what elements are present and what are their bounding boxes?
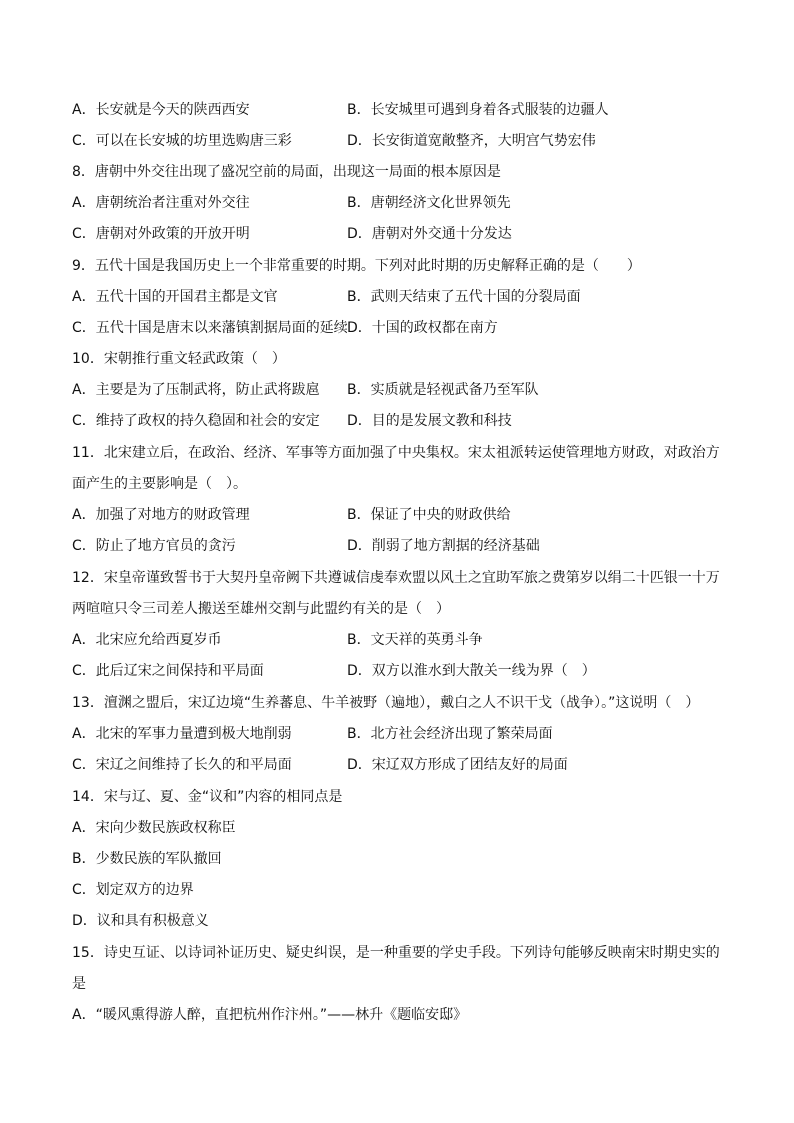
q13-option-d: D．宋辽双方形成了团结友好的局面 <box>347 757 568 773</box>
q12-stem-line-1: 12．宋皇帝谨致誓书于大契丹皇帝阙下共遵诚信虔奉欢盟以风土之宜助军旅之费第岁以绢二十匹银一十万 <box>72 570 720 586</box>
q13-option-a: A．北宋的军事力量遭到极大地削弱 <box>72 726 292 742</box>
q11-stem-line-2: 面产生的主要影响是（ ）。 <box>72 476 247 492</box>
q13-stem: 13．澶渊之盟后，宋辽边境“生养蕃息、牛羊被野（遍地），戴白之人不识干戈（战争）。”这说明（ ） <box>72 695 700 711</box>
q12-stem-line-2: 两喧喧只令三司差人搬送至雄州交割与此盟约有关的是（ ） <box>72 601 450 617</box>
q13-option-c: C．宋辽之间维持了长久的和平局面 <box>72 757 292 773</box>
q8-option-b: B．唐朝经济文化世界领先 <box>347 195 511 211</box>
q14-option-a: A．宋向少数民族政权称臣 <box>72 820 236 836</box>
q11-option-b: B．保证了中央的财政供给 <box>347 507 511 523</box>
q15-stem-line-1: 15．诗史互证、以诗词补证历史、疑史纠误，是一种重要的学史手段。下列诗句能够反映南宋时期史实的 <box>72 945 720 961</box>
q11-option-c: C．防止了地方官员的贪污 <box>72 538 236 554</box>
q14-stem: 14．宋与辽、夏、金“议和”内容的相同点是 <box>72 789 343 805</box>
q12-option-c: C．此后辽宋之间保持和平局面 <box>72 663 264 679</box>
q13-option-b: B．北方社会经济出现了繁荣局面 <box>347 726 553 742</box>
q8-option-a: A．唐朝统治者注重对外交往 <box>72 195 250 211</box>
q9-option-b: B．武则天结束了五代十国的分裂局面 <box>347 289 581 305</box>
q9-option-c: C．五代十国是唐末以来藩镇割据局面的延续 <box>72 320 348 336</box>
q7-option-b: B．长安城里可遇到身着各式服装的边疆人 <box>347 102 609 118</box>
q8-stem: 8．唐朝中外交往出现了盛况空前的局面，出现这一局面的根本原因是 <box>72 164 501 180</box>
q11-option-a: A．加强了对地方的财政管理 <box>72 507 250 523</box>
q9-stem: 9．五代十国是我国历史上一个非常重要的时期。下列对此时期的历史解释正确的是（ ） <box>72 258 641 274</box>
q11-stem-line-1: 11．北宋建立后，在政治、经济、军事等方面加强了中央集权。宋太祖派转运使管理地方财政，对政治方 <box>72 445 720 461</box>
q10-option-a: A．主要是为了压制武将，防止武将跋扈 <box>72 382 320 398</box>
q12-option-b: B．文天祥的英勇斗争 <box>347 632 483 648</box>
q12-option-d: D．双方以淮水到大散关一线为界（ ） <box>347 663 596 679</box>
q10-option-c: C．维持了政权的持久稳固和社会的安定 <box>72 413 320 429</box>
q8-option-d: D．唐朝对外交通十分发达 <box>347 226 512 242</box>
q10-stem: 10．宋朝推行重文轻武政策（ ） <box>72 351 286 367</box>
q7-option-c: C．可以在长安城的坊里选购唐三彩 <box>72 133 292 149</box>
q15-option-a: A．“暖风熏得游人醉，直把杭州作汴州。”——林升《题临安邸》 <box>72 1007 468 1023</box>
q11-option-d: D．削弱了地方割据的经济基础 <box>347 538 540 554</box>
q10-option-b: B．实质就是轻视武备乃至军队 <box>347 382 539 398</box>
q7-option-d: D．长安街道宽敞整齐，大明宫气势宏伟 <box>347 133 596 149</box>
q14-option-c: C．划定双方的边界 <box>72 882 194 898</box>
q14-option-b: B．少数民族的军队撤回 <box>72 851 222 867</box>
q12-option-a: A．北宋应允给西夏岁币 <box>72 632 222 648</box>
q10-option-d: D．目的是发展文教和科技 <box>347 413 512 429</box>
q7-option-a: A．长安就是今天的陕西西安 <box>72 102 250 118</box>
q15-stem-line-2: 是 <box>72 976 86 992</box>
q8-option-c: C．唐朝对外政策的开放开明 <box>72 226 250 242</box>
q9-option-d: D．十国的政权都在南方 <box>347 320 498 336</box>
q14-option-d: D．议和具有积极意义 <box>72 913 209 929</box>
q9-option-a: A．五代十国的开国君主都是文官 <box>72 289 278 305</box>
